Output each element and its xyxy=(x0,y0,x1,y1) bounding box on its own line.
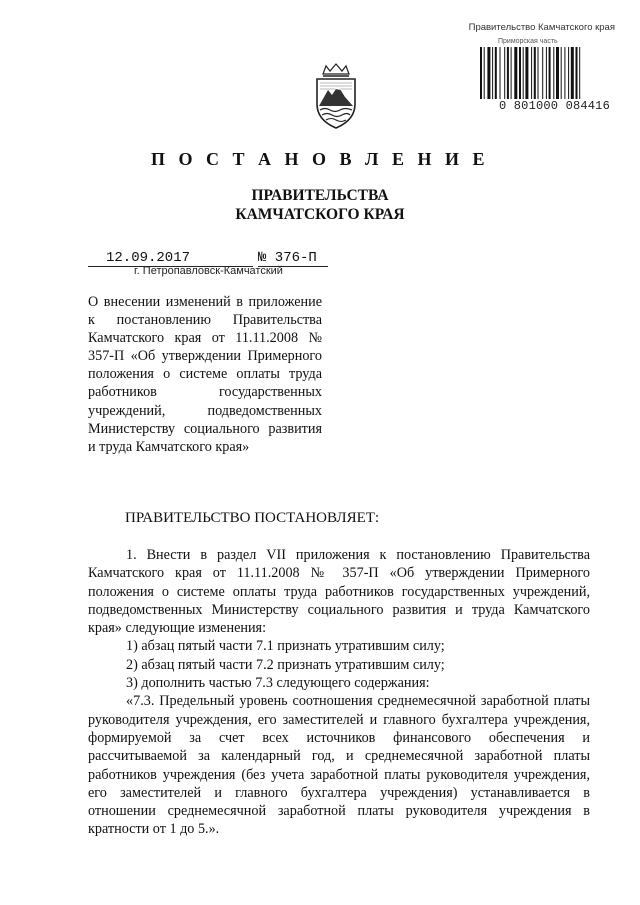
barcode xyxy=(468,38,610,122)
document-place: г. Петропавловск-Камчатский xyxy=(134,265,283,277)
coat-of-arms-icon xyxy=(311,62,361,130)
list-item-2: 2) абзац пятый части 7.2 признать утратившим силу; xyxy=(126,656,445,673)
issuer-line-1: ПРАВИТЕЛЬСТВА xyxy=(251,187,389,204)
list-item-1: 1) абзац пятый части 7.1 признать утратившим силу; xyxy=(126,638,445,655)
issuer-line-2: КАМЧАТСКОГО КРАЯ xyxy=(235,206,405,223)
organization-header: Правительство Камчатского края xyxy=(468,22,615,33)
barcode-number: 0 801000 084416 xyxy=(498,99,610,113)
barcode-caption: Приморская часть xyxy=(498,38,558,45)
document-date: 12.09.2017 xyxy=(88,250,253,267)
paragraph-7-3: «7.3. Предельный уровень соотношения среднемесячной заработной платы руководителя учреждения, его заместителей и главного бухгалтера учреждения, формируемой за счет всех источников финансового обеспечения и рассчитываемой за календарный год, и среднемесячной заработной платы работников учреждения (без учета заработной платы руководителя учреждения, его заместителей и главного бухгалтера учреждения) устанавливается в отношении среднемесячной заработной платы руководителя учреждения в кратности от 1 до 5.». xyxy=(88,693,590,838)
document-body xyxy=(88,546,590,839)
barcode-bars-icon xyxy=(480,47,608,99)
decree-heading: ПРАВИТЕЛЬСТВО ПОСТАНОВЛЯЕТ: xyxy=(125,510,380,526)
document-type-title: П О С Т А Н О В Л Е Н И Е xyxy=(151,149,489,169)
document-subject: О внесении изменений в приложение к постановлению Правительства Камчатского края от 11.11.2008 № 357-П «Об утверждении Примерного положения о системе оплаты труда работников государственных учреждений, подведомственных Министерству социального развития и труда Камчатского края» xyxy=(88,294,322,455)
list-item-3: 3) дополнить частью 7.3 следующего содержания: xyxy=(126,675,430,692)
paragraph-1: 1. Внести в раздел VII приложения к постановлению Правительства Камчатского края от 11.11.2008 № 357-П «Об утверждении Примерного положения о системе оплаты труда работников государственных учреждений, подведомственных Министерству социального развития и труда Камчатского края» следующие изменения: xyxy=(88,547,590,637)
document-number: № 376-П xyxy=(258,250,328,267)
